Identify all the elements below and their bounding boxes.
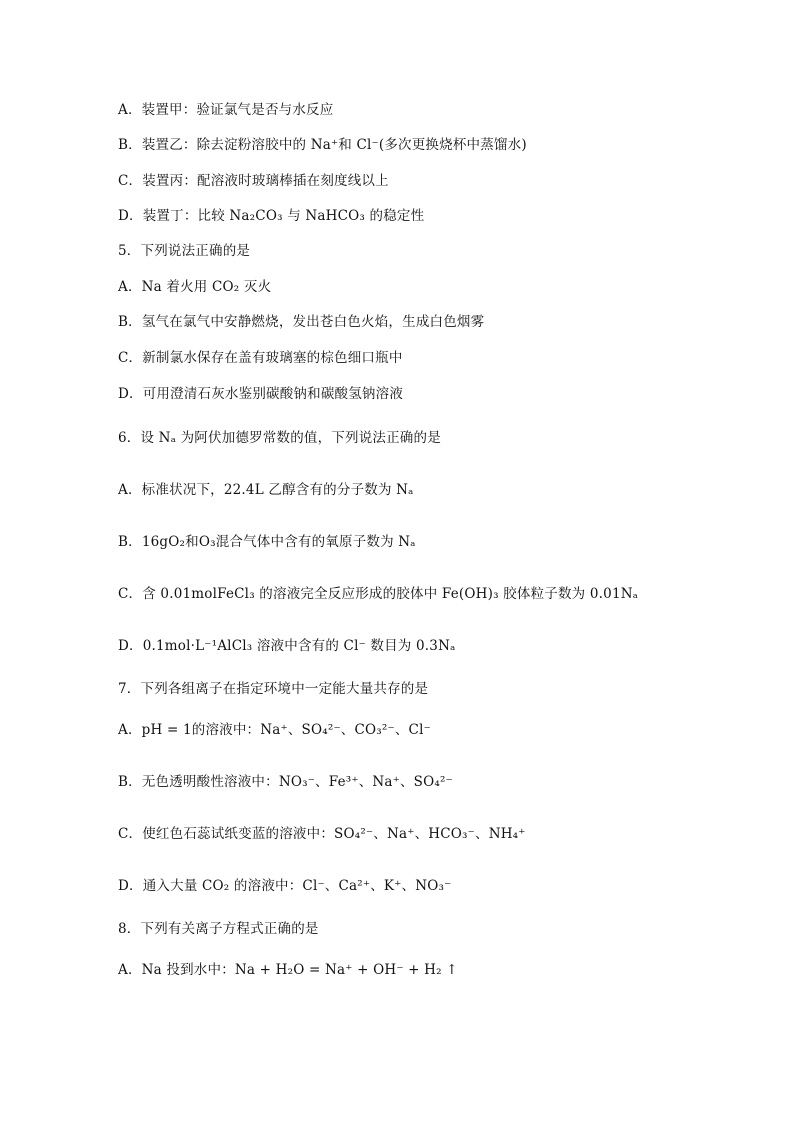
q6-option-c: C．含 0.01molFeCl₃ 的溶液完全反应形成的胶体中 Fe(OH)₃ 胶体粒子数为 0.01Nₐ [118,586,639,602]
q4-option-c: C．装置丙：配溶液时玻璃棒插在刻度线以上 [118,173,389,189]
q6-stem: 6．设 Nₐ 为阿伏加德罗常数的值，下列说法正确的是 [118,430,441,446]
q6-option-b: B．16gO₂和O₃混合气体中含有的氧原子数为 Nₐ [118,534,416,550]
q7-option-a: A．pH = 1的溶液中：Na⁺、SO₄²⁻、CO₃²⁻、Cl⁻ [118,722,431,738]
q7-stem: 7．下列各组离子在指定环境中一定能大量共存的是 [118,681,429,697]
q5-option-a: A．Na 着火用 CO₂ 灭火 [118,279,272,295]
q5-option-b: B．氢气在氯气中安静燃烧，发出苍白色火焰，生成白色烟雾 [118,314,485,330]
q6-option-d: D．0.1mol·L⁻¹AlCl₃ 溶液中含有的 Cl⁻ 数目为 0.3Nₐ [118,638,456,654]
q7-option-c: C．使红色石蕊试纸变蓝的溶液中：SO₄²⁻、Na⁺、HCO₃⁻、NH₄⁺ [118,826,526,842]
q7-option-d: D．通入大量 CO₂ 的溶液中：Cl⁻、Ca²⁺、K⁺、NO₃⁻ [118,878,452,894]
q5-stem: 5．下列说法正确的是 [118,243,251,259]
q8-option-a: A．Na 投到水中：Na + H₂O = Na⁺ + OH⁻ + H₂ ↑ [118,962,458,978]
q4-option-a: A．装置甲：验证氯气是否与水反应 [118,102,334,118]
q6-option-a: A．标准状况下，22.4L 乙醇含有的分子数为 Nₐ [118,482,414,498]
q8-stem: 8．下列有关离子方程式正确的是 [118,921,319,937]
q4-option-b: B．装置乙：除去淀粉溶胶中的 Na⁺和 Cl⁻(多次更换烧杯中蒸馏水) [118,137,527,153]
q5-option-c: C．新制氯水保存在盖有玻璃塞的棕色细口瓶中 [118,350,403,366]
q7-option-b: B．无色透明酸性溶液中：NO₃⁻、Fe³⁺、Na⁺、SO₄²⁻ [118,774,453,790]
q5-option-d: D．可用澄清石灰水鉴别碳酸钠和碳酸氢钠溶液 [118,386,404,402]
q4-option-d: D．装置丁：比较 Na₂CO₃ 与 NaHCO₃ 的稳定性 [118,208,425,224]
